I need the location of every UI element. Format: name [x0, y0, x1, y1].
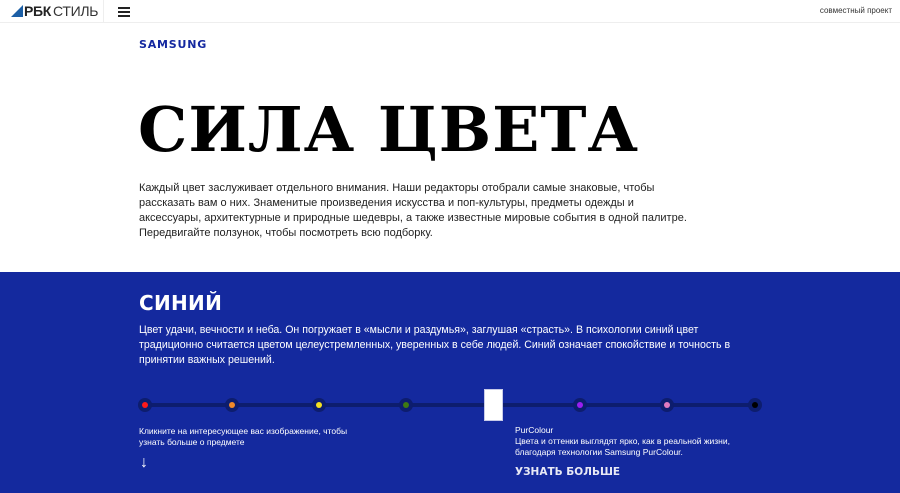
samsung-logo[interactable]: SAMSUNG: [139, 38, 208, 51]
logo-style-text: СТИЛЬ: [53, 3, 99, 19]
slider-dot-violet[interactable]: [573, 398, 587, 412]
purcolour-block: [515, 425, 755, 480]
slider-handle[interactable]: [484, 389, 503, 421]
top-bar: [0, 0, 900, 23]
arrow-down-icon[interactable]: ↓: [140, 454, 148, 471]
color-description: Цвет удачи, вечности и неба. Он погружает в «мысли и раздумья», заглушая «страсть». В психологии синий цвет традиционно считается цветом целеустремленных, уверенных в себе людей. Синий означает спокойствие и точность в принятии важных решений.: [139, 324, 731, 366]
purcolour-text: Цвета и оттенки выглядят ярко, как в реальной жизни, благодаря технологии Samsung PurColour.: [515, 436, 730, 457]
page-title: СИЛА ЦВЕТА: [138, 93, 640, 166]
color-title: СИНИЙ: [139, 291, 223, 315]
rbc-style-logo[interactable]: [11, 3, 98, 19]
slider-dot-pink[interactable]: [660, 398, 674, 412]
slider-dot-yellow[interactable]: [312, 398, 326, 412]
logo-mark-icon: [11, 5, 23, 17]
intro-text: Каждый цвет заслуживает отдельного внимания. Наши редакторы отобрали самые знаковые, чтобы рассказать вам о них. Знаменитые произведения искусства и поп-культуры, предметы одежды и аксессуары, архитектурные и природные шедевры, а также известные мировые события в одной палитре. Передвигайте ползунок, чтобы посмотреть всю подборку.: [139, 182, 687, 239]
slider-dot-black[interactable]: [748, 398, 762, 412]
click-hint: Кликните на интересующее вас изображение, чтобы узнать больше о предмете: [139, 426, 348, 447]
color-section: [0, 272, 900, 493]
hamburger-icon[interactable]: [118, 7, 130, 17]
slider-dot-red[interactable]: [138, 398, 152, 412]
slider-dot-orange[interactable]: [225, 398, 239, 412]
purcolour-title: PurColour: [515, 425, 554, 435]
slider-dot-green[interactable]: [399, 398, 413, 412]
joint-project-label: совместный проект: [819, 6, 892, 15]
header-divider: [103, 0, 104, 23]
logo-rbk-text: РБК: [24, 3, 52, 19]
learn-more-link[interactable]: УЗНАТЬ БОЛЬШЕ: [515, 466, 621, 478]
